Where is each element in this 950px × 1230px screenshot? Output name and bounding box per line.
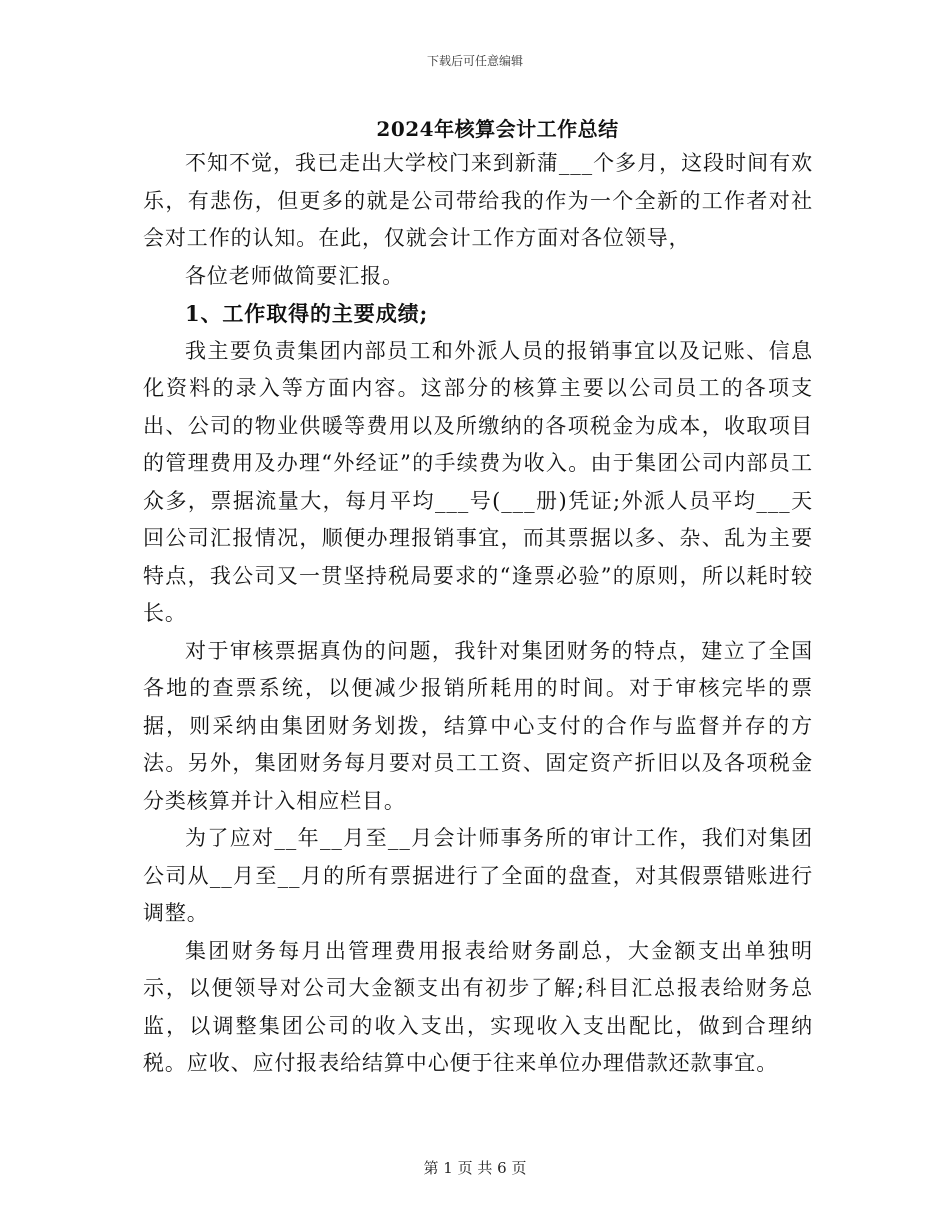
paragraph-invoice-verification: 对于审核票据真伪的问题，我针对集团财务的特点，建立了全国各地的查票系统，以便减少报销所耗用的时间。对于审核完毕的票据，则采纳由集团财务划拨，结算中心支付的合作与监督并存的方法。另外，集团财务每月要对员工工资、固定资产折旧以及各项税金分类核算并计入相应栏目。 <box>143 638 813 813</box>
page-footer: 第 1 页 共 6 页 <box>423 1159 527 1177</box>
paragraph-audit: 为了应对__年__月至__月会计师事务所的审计工作，我们对集团公司从__月至__月的所有票据进行了全面的盘查，对其假票错账进行调整。 <box>143 826 813 925</box>
paragraph-intro: 不知不觉，我已走出大学校门来到新蒲___个多月，这段时间有欢乐，有悲伤，但更多的就是公司带给我的作为一个全新的工作者对社会对工作的认知。在此，仅就会计工作方面对各位领导， <box>143 151 813 250</box>
paragraph-reporting: 集团财务每月出管理费用报表给财务副总，大金额支出单独明示，以便领导对公司大金额支出有初步了解;科目汇总报表给财务总监，以调整集团公司的收入支出，实现收入支出配比，做到合理纳税。应收、应付报表给结算中心便于往来单位办理借款还款事宜。 <box>143 938 813 1075</box>
section-heading-achievements: 1、工作取得的主要成绩; <box>185 301 429 326</box>
paragraph-intro-continued: 各位老师做简要汇报。 <box>185 263 404 288</box>
document-body <box>143 145 813 1083</box>
document-title: 2024年核算会计工作总结 <box>376 117 619 141</box>
paragraph-responsibilities: 我主要负责集团内部员工和外派人员的报销事宜以及记账、信息化资料的录入等方面内容。这部分的核算主要以公司员工的各项支出、公司的物业供暖等费用以及所缴纳的各项税金为成本，收取项目的管理费用及办理“外经证”的手续费为收入。由于集团公司内部员工众多，票据流量大，每月平均___号(___册)凭证;外派人员平均___天回公司汇报情况，顺便办理报销事宜，而其票据以多、杂、乱为主要特点，我公司又一贯坚持税局要求的“逢票必验”的原则，所以耗时较长。 <box>143 338 813 625</box>
header-note: 下载后可任意编辑 <box>426 54 523 68</box>
